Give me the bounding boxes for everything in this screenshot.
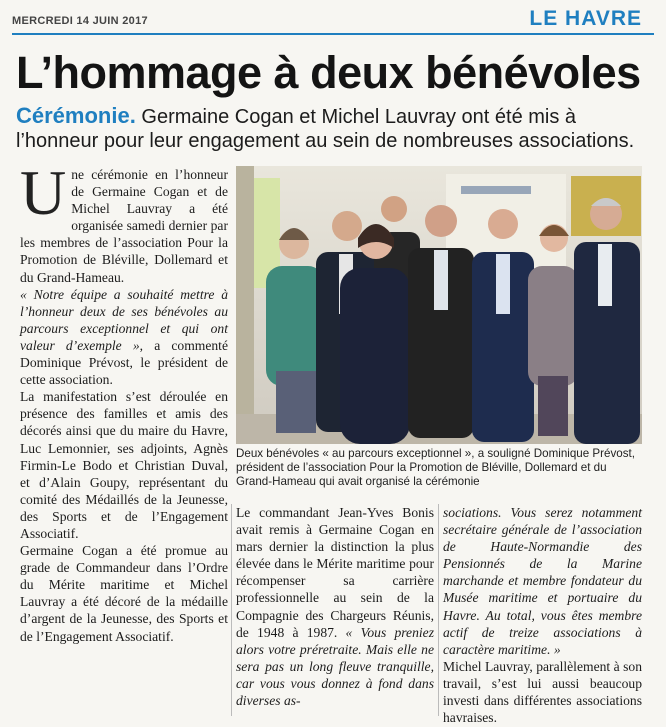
header-rule bbox=[12, 33, 654, 35]
deck-text: Germaine Cogan et Michel Lauvray ont été mis à l’honneur pour leur engagement au sein de nombreuses associations. bbox=[16, 106, 635, 152]
column-divider bbox=[438, 504, 439, 716]
quote-text: « Vous preniez alors votre préretraite. Mais elle ne sera pas un long fleuve tranquille, car vous vous donnez à fond dans diverses as- bbox=[236, 624, 434, 709]
paragraph-text: , a commenté Dominique Prévost, le président de cette association. bbox=[20, 337, 228, 388]
paragraph: Germaine Cogan a été promue au grade de Commandeur dans l’Ordre du Mérite maritime et Michel Lauvray a été décoré de la médaille d’argent de la Jeunesse, des Sports et de l’Engagement Associatif. bbox=[20, 543, 228, 644]
article-headline: L’hommage à deux bénévoles bbox=[16, 47, 641, 98]
paragraph: Michel Lauvray, parallèlement à son travail, s’est lui aussi beaucoup investi dans différentes associations havraises. bbox=[443, 658, 642, 726]
paragraph bbox=[20, 157, 228, 286]
event-photo bbox=[236, 166, 642, 444]
paragraph-text: Le commandant Jean-Yves Bonis avait remis à Germaine Cogan en mars dernier la distinction la plus élevée dans le Mérite maritime pour récompenser sa carrière professionnelle au sein de la Compagnie des Chargeurs Réunis, de 1948 à 1987. bbox=[236, 505, 434, 640]
article-column-2 bbox=[236, 504, 434, 709]
photo-illustration bbox=[236, 166, 642, 444]
paragraph-text: ne cérémonie en l’honneur de Germaine Cogan et de Michel Lauvray a été organisée samedi dernier par les membres de l’association Pour la Promotion de Bléville, Dollemard et du Grand-Hameau. bbox=[20, 167, 228, 285]
article-deck bbox=[16, 104, 652, 153]
section-title: LE HAVRE bbox=[529, 7, 642, 30]
column-divider bbox=[231, 504, 232, 716]
article-column-1 bbox=[20, 157, 228, 645]
paragraph: La manifestation s’est déroulée en présence des familles et amis des décorés ainsi que du maire du Havre, Luc Lemonnier, ses adjoints, Agnès Firmin-Le Bodo et Christian Duval, et d’Alain Goupy, représentant du comité des Médaillés de la Jeunesse, des Sports et de l’Engagement Associatif. bbox=[20, 389, 228, 541]
article-column-3 bbox=[443, 504, 642, 726]
quote-text: « Notre équipe a souhaité mettre à l’honneur deux de ses bénévoles au parcours exceptionnel et qui ont valeur d’exemple » bbox=[20, 286, 228, 353]
photo-caption: Deux bénévoles « au parcours exceptionnel », a souligné Dominique Prévost, président de l’association Pour la Promotion de Bléville, Dollemard et du Grand-Hameau qui avait organisé la cérémonie bbox=[236, 447, 635, 488]
drop-cap: U bbox=[20, 157, 67, 228]
deck-kicker: Cérémonie. bbox=[16, 103, 136, 128]
paragraph bbox=[236, 504, 434, 709]
issue-date: MERCREDI 14 JUIN 2017 bbox=[12, 15, 148, 27]
page-header bbox=[0, 0, 666, 38]
paragraph bbox=[20, 286, 228, 389]
paragraph bbox=[443, 504, 642, 658]
quote-text: sociations. Vous serez notamment secrétaire générale de l’association de Haute-Normandie des Pensionnés de la Marine marchande et membre fondateur du Musée maritime et portuaire du Havre. Au total, vous êtes membre actif de treize associations à caractère maritime. » bbox=[443, 505, 642, 657]
